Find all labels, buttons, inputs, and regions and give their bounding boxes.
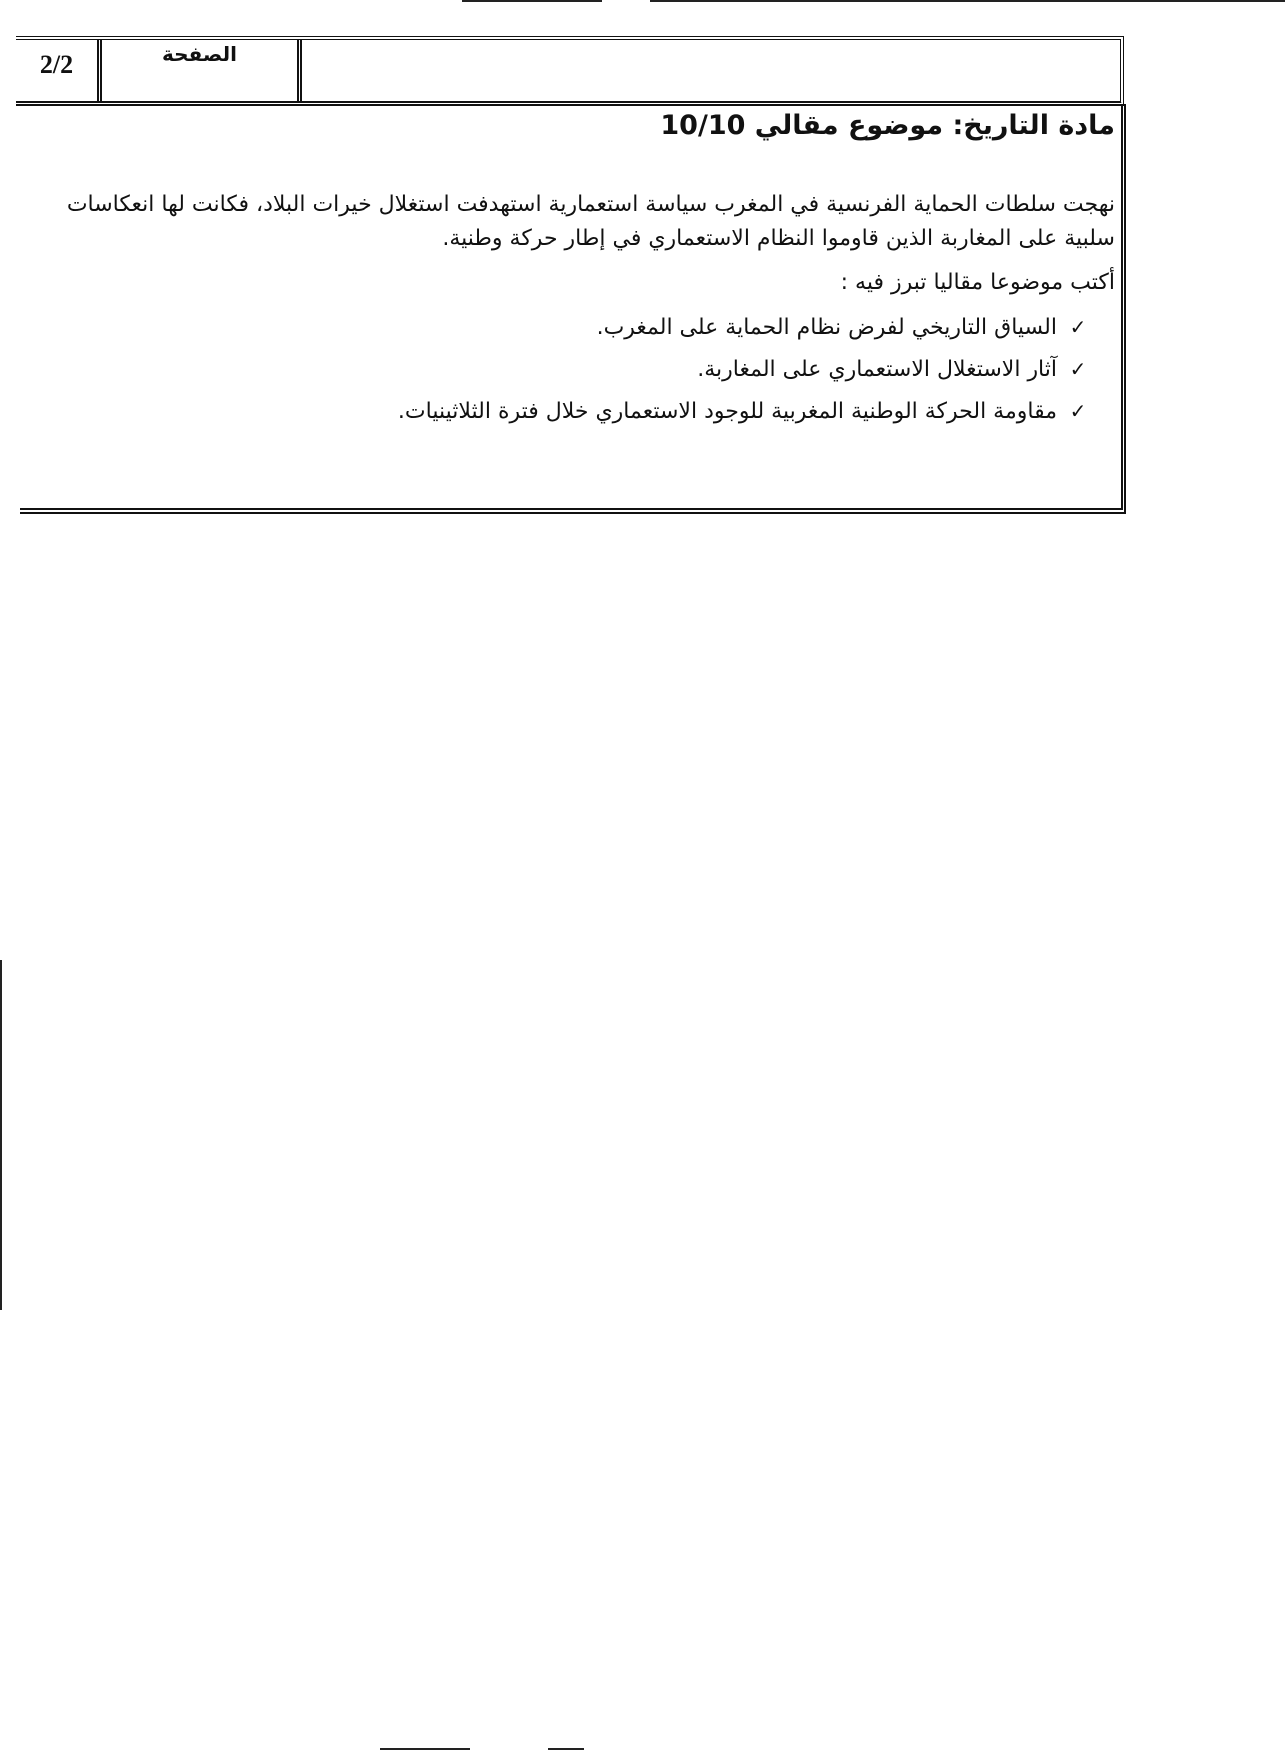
exam-points-list [398,306,1091,432]
scan-artifact-top-line [462,0,602,2]
scan-artifact-bottom-line [548,1748,584,1750]
check-icon: ✓ [1069,315,1087,339]
page-label: الصفحة [102,40,302,101]
scan-artifact-left-edge [0,960,2,1310]
exam-title: مادة التاريخ: موضوع مقالي 10/10 [660,110,1115,141]
check-icon: ✓ [1069,357,1087,381]
exam-intro-paragraph: نهجت سلطات الحماية الفرنسية في المغرب سياسة استعمارية استهدفت استغلال خيرات البلاد، فكانت لها انعكاسات سلبية على المغاربة الذين قاوموا النظام الاستعماري في إطار حركة وطنية. [66,192,1115,251]
scan-artifact-bottom-line [380,1748,470,1750]
list-item-text: مقاومة الحركة الوطنية المغربية للوجود الاستعماري خلال فترة الثلاثينيات. [397,399,1057,424]
list-item [398,348,1091,390]
page-number: 2/2 [16,40,102,101]
header-empty-cell [302,40,1120,101]
exam-prompt: أكتب موضوعا مقاليا تبرز فيه : [840,270,1115,295]
list-item [398,306,1091,348]
list-item-text: السياق التاريخي لفرض نظام الحماية على المغرب. [596,315,1057,340]
list-item [398,390,1091,432]
scan-artifact-top-line [650,0,1285,2]
header-table [16,36,1124,106]
check-icon: ✓ [1069,399,1087,423]
list-item-text: آثار الاستغلال الاستعماري على المغاربة. [697,357,1057,382]
exam-question-box [20,104,1126,514]
